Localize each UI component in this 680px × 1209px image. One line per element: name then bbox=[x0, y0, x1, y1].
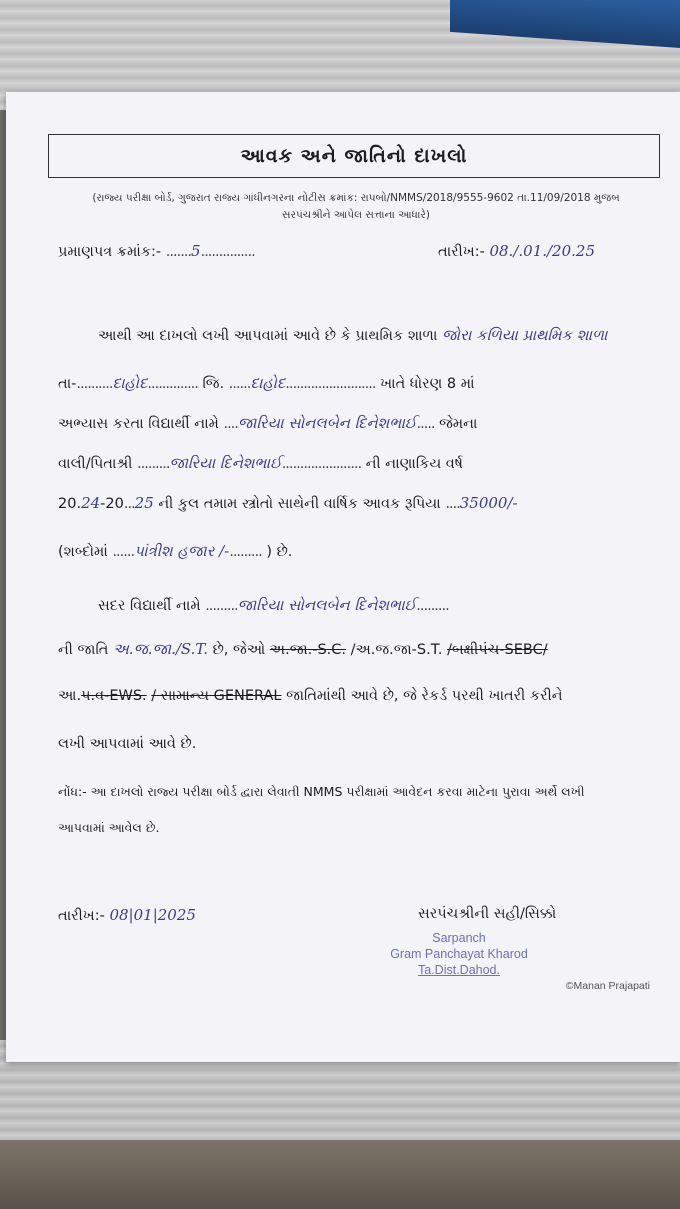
reference-line-1: (રાજ્ય પરીક્ષા બોર્ડ, ગુજરાત રાજ્ય ગાંધીનગરના નોટીસ ક્રમાંક: રાપબો/NMMS/2018/9555-9602 તા.11/09/2018 મુજબ bbox=[92, 192, 620, 204]
district-label: જિ. bbox=[202, 376, 225, 392]
words-label: (શબ્દોમાં bbox=[58, 544, 108, 560]
option-aa: આ. bbox=[58, 688, 82, 704]
words-value: પાંત્રીશ હજાર /- bbox=[134, 542, 230, 560]
reference-line-2: સરપંચશ્રીને આપેલ સત્તાના આધારે) bbox=[282, 209, 430, 221]
certificate-number-row: પ્રમાણપત્ર ક્રમાંક:- .......5............... bbox=[58, 242, 255, 260]
year-mid: -20 bbox=[100, 496, 124, 512]
certificate-number-value: 5 bbox=[191, 242, 201, 260]
standard-text: ખાતે ધોરણ 8 માં bbox=[380, 376, 475, 392]
income-value: 35000/- bbox=[459, 494, 518, 512]
student-name: જારિયા સોનલબેન દિનેશભાઈ bbox=[237, 414, 417, 432]
footer-date-label: તારીખ:- bbox=[58, 908, 105, 924]
taluka-row: તા-..........દાહોદ.............. જિ. ......દાહોદ......................... ખાતે ધોરણ 8 માં bbox=[58, 374, 475, 392]
student-row: અભ્યાસ કરતા વિદ્યાર્થી નામે ....જારિયા સોનલબેન દિનેશભાઈ..... જેમના bbox=[58, 414, 478, 432]
footer-date-value: 08|01|2025 bbox=[109, 906, 196, 924]
caste-value: અ.જ.જા./S.T. bbox=[112, 640, 208, 658]
words-row: (શબ્દોમાં ......પાંત્રીશ હજાર /-......... ) છે. bbox=[58, 542, 293, 560]
student-label: અભ્યાસ કરતા વિદ્યાર્થી નામે bbox=[58, 416, 219, 432]
option-ews: પ.વ-EWS. bbox=[81, 688, 147, 704]
year-end: 25 bbox=[134, 494, 154, 512]
certificate-title: આવક અને જાતિનો દાખલો bbox=[48, 134, 660, 178]
year-start: 24 bbox=[81, 494, 101, 512]
guardian-name: જારિયા દિનેશભાઈ bbox=[169, 454, 282, 472]
student-label-2: સદર વિદ્યાર્થી નામે bbox=[98, 598, 201, 614]
closing-line: લખી આપવામાં આવે છે. bbox=[58, 736, 197, 752]
background-floor bbox=[0, 1140, 680, 1209]
taluka-value: દાહોદ bbox=[112, 374, 148, 392]
signature-label: સરપંચશ્રીની સહી/સિક્કો bbox=[418, 906, 557, 922]
date-value: 08./.01./20.25 bbox=[489, 242, 595, 260]
intro-text: આથી આ દાખલો લખી આપવામાં આવે છે કે પ્રાથમિક શાળા bbox=[98, 328, 438, 344]
income-text: ની કુલ તમામ સ્ત્રોતો સાથેની વાર્ષિક આવક રૂપિયા bbox=[158, 496, 441, 512]
caste-row bbox=[58, 640, 548, 658]
option-sebc: /બક્ષીપંચ-SEBC/ bbox=[447, 642, 548, 658]
student-name-2: જારિયા સોનલબેન દિનેશભાઈ bbox=[237, 596, 417, 614]
stamp-line-2: Gram Panchayat Kharod bbox=[390, 947, 528, 961]
photo-credit: ©Manan Prajapati bbox=[565, 980, 650, 992]
reference-notice bbox=[56, 190, 656, 224]
certificate-paper bbox=[6, 92, 680, 1062]
district-value: દાહોદ bbox=[250, 374, 286, 392]
financial-year-label: ની નાણાકિય વર્ષ bbox=[365, 456, 463, 472]
note-line-1: નોંધ:- આ દાખલો રાજ્ય પરીક્ષા બોર્ડ દ્વારા લેવાતી NMMS પરીક્ષામાં આવેદન કરવા માટેના પુરાવા અર્થે લખી bbox=[58, 784, 585, 799]
words-end: ) છે. bbox=[266, 544, 293, 560]
stamp-line-1: Sarpanch bbox=[432, 931, 486, 945]
sarpanch-stamp bbox=[374, 930, 544, 978]
caste-row-2 bbox=[58, 688, 563, 704]
income-row: 20.24-20...25 ની કુલ તમામ સ્ત્રોતો સાથેની વાર્ષિક આવક રૂપિયા ....35000/- bbox=[58, 494, 518, 512]
note-line-2: આપવામાં આવેલ છે. bbox=[58, 820, 160, 835]
caste-mid: છે, જેઓ bbox=[212, 642, 266, 658]
whose-text: જેમના bbox=[439, 416, 478, 432]
date-label: તારીખ:- bbox=[438, 244, 485, 260]
year-prefix: 20. bbox=[58, 496, 82, 512]
school-name: જોરા કળિયા પ્રાથમિક શાળા bbox=[442, 326, 608, 344]
footer-date-row bbox=[58, 906, 196, 924]
guardian-row: વાલી/પિતાશ્રી .........જારિયા દિનેશભાઈ...................... ની નાણાકિય વર્ષ bbox=[58, 454, 463, 472]
date-row bbox=[438, 242, 595, 260]
option-st: /અ.જ.જા-S.T. bbox=[350, 642, 443, 658]
taluka-label: તા- bbox=[58, 376, 77, 392]
stamp-line-3: Ta.Dist.Dahod. bbox=[418, 963, 500, 977]
intro-row bbox=[98, 326, 607, 344]
student-row-2: સદર વિદ્યાર્થી નામે .........જારિયા સોનલબેન દિનેશભાઈ......... bbox=[98, 596, 449, 614]
option-general: / સામાન્ય GENERAL bbox=[151, 688, 282, 704]
guardian-label: વાલી/પિતાશ્રી bbox=[58, 456, 133, 472]
caste-end: જાતિમાંથી આવે છે, જે રેકર્ડ પરથી ખાતરી કરીને bbox=[286, 688, 563, 704]
option-sc: અ.જા.-S.C. bbox=[269, 642, 347, 658]
certificate-number-label: પ્રમાણપત્ર ક્રમાંક:- bbox=[58, 244, 162, 260]
caste-label: ની જાતિ bbox=[58, 642, 109, 658]
